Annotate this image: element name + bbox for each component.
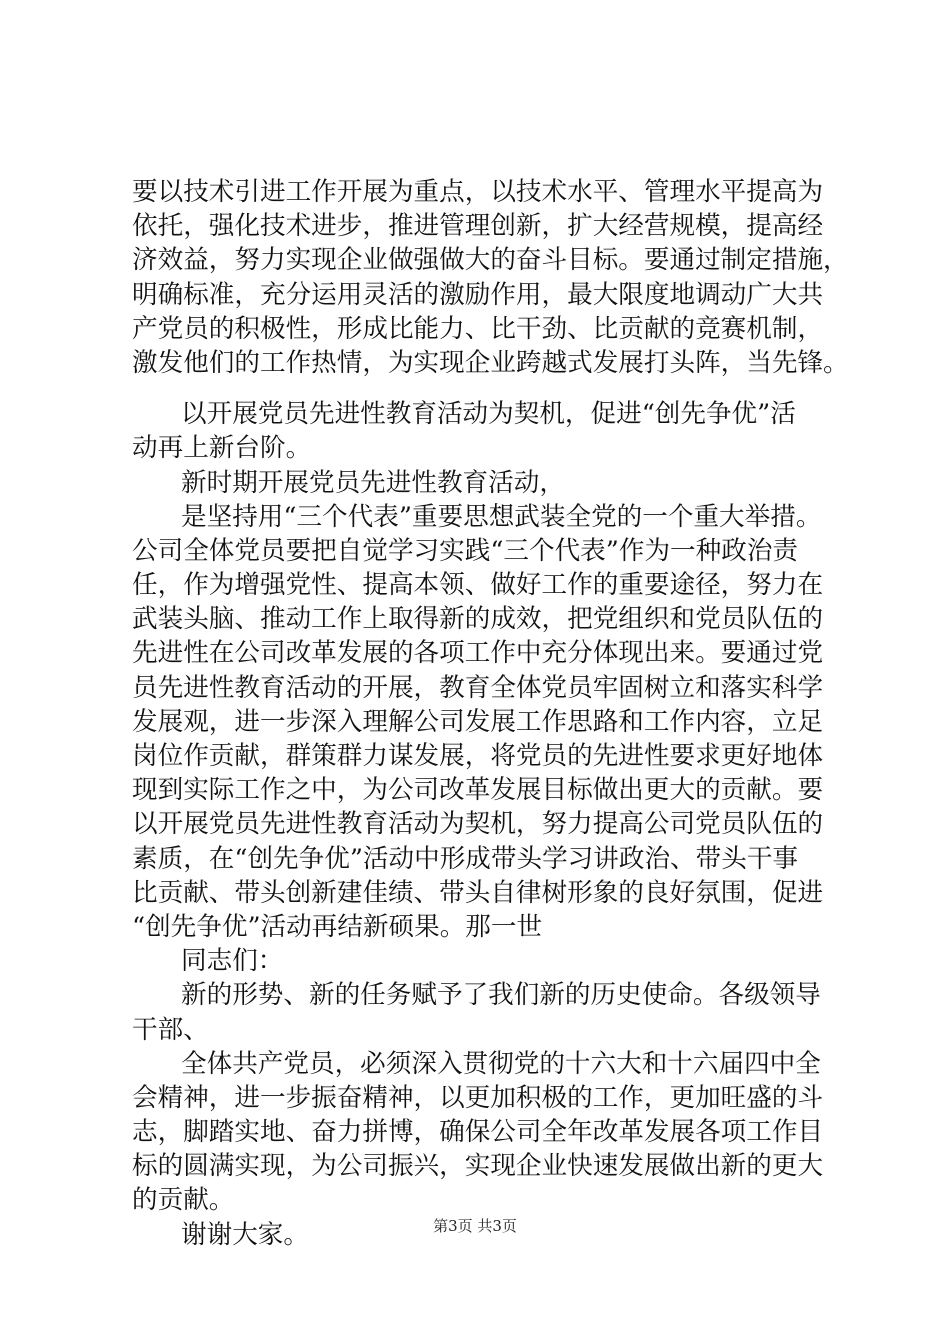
text-line: 志，脚踏实地、奋力拼博，确保公司全年改革发展各项工作目 xyxy=(132,1117,824,1148)
text-line: 以开展党员先进性教育活动为契机，促进“创先争优”活 xyxy=(181,399,796,430)
text-line: 标的圆满实现，为公司振兴，实现企业快速发展做出新的更大 xyxy=(132,1151,824,1182)
text-line: 以开展党员先进性教育活动为契机，努力提高公司党员队伍的 xyxy=(132,809,824,840)
text-line: 会精神，进一步振奋精神，以更加积极的工作，更加旺盛的斗 xyxy=(132,1082,824,1113)
text-line: 比贡献、带头创新建佳绩、带头自律树形象的良好氛围，促进 xyxy=(132,877,824,908)
text-line: 激发他们的工作热情，为实现企业跨越式发展打头阵，当先锋。 xyxy=(132,347,849,378)
text-line: 济效益，努力实现企业做强做大的奋斗目标。要通过制定措施， xyxy=(132,245,849,276)
text-line: 发展观，进一步深入理解公司发展工作思路和工作内容，立足 xyxy=(132,706,824,737)
text-line: 谢谢大家。 xyxy=(181,1219,309,1250)
text-line: 的贡献。 xyxy=(132,1185,235,1216)
text-line: 武装头脑、推动工作上取得新的成效，把党组织和党员队伍的 xyxy=(132,604,824,635)
text-line: 现到实际工作之中，为公司改革发展目标做出更大的贡献。要 xyxy=(132,775,824,806)
text-line: 明确标准，充分运用灵活的激励作用，最大限度地调动广大共 xyxy=(132,279,824,310)
text-line: 任，作为增强党性、提高本领、做好工作的重要途径，努力在 xyxy=(132,570,824,601)
text-line: 产党员的积极性，形成比能力、比干劲、比贡献的竞赛机制， xyxy=(132,313,824,344)
page-number-footer: 第3页 共3页 xyxy=(433,1217,517,1235)
paragraph-gap xyxy=(132,380,832,397)
text-line: 依托，强化技术进步，推进管理创新，扩大经营规模，提高经 xyxy=(132,211,824,242)
text-line: 员先进性教育活动的开展，教育全体党员牢固树立和落实科学 xyxy=(132,672,824,703)
text-line: 公司全体党员要把自觉学习实践“三个代表”作为一种政治责 xyxy=(132,535,799,566)
text-line: 动再上新台阶。 xyxy=(132,433,312,464)
text-line: 新时期开展党员先进性教育活动， xyxy=(181,467,565,498)
text-line: 岗位作贡献，群策群力谋发展，将党员的先进性要求更好地体 xyxy=(132,741,824,771)
document-body xyxy=(132,175,849,1252)
text-line: 干部、 xyxy=(132,1014,209,1045)
text-line: 要以技术引进工作开展为重点，以技术水平、管理水平提高为 xyxy=(132,177,824,207)
text-line: 先进性在公司改革发展的各项工作中充分体现出来。要通过党 xyxy=(132,638,824,669)
text-line: 全体共产党员，必须深入贯彻党的十六大和十六届四中全 xyxy=(181,1048,821,1079)
text-line: 素质，在“创先争优”活动中形成带头学习讲政治、带头干事 xyxy=(132,843,799,874)
text-line: 新的形势、新的任务赋予了我们新的历史使命。各级领导 xyxy=(181,980,821,1011)
text-line: 同志们： xyxy=(181,946,284,977)
text-line: 是坚持用“三个代表”重要思想武装全党的一个重大举措。 xyxy=(181,501,822,532)
text-line: “创先争优”活动再结新硕果。那一世 xyxy=(132,911,543,942)
